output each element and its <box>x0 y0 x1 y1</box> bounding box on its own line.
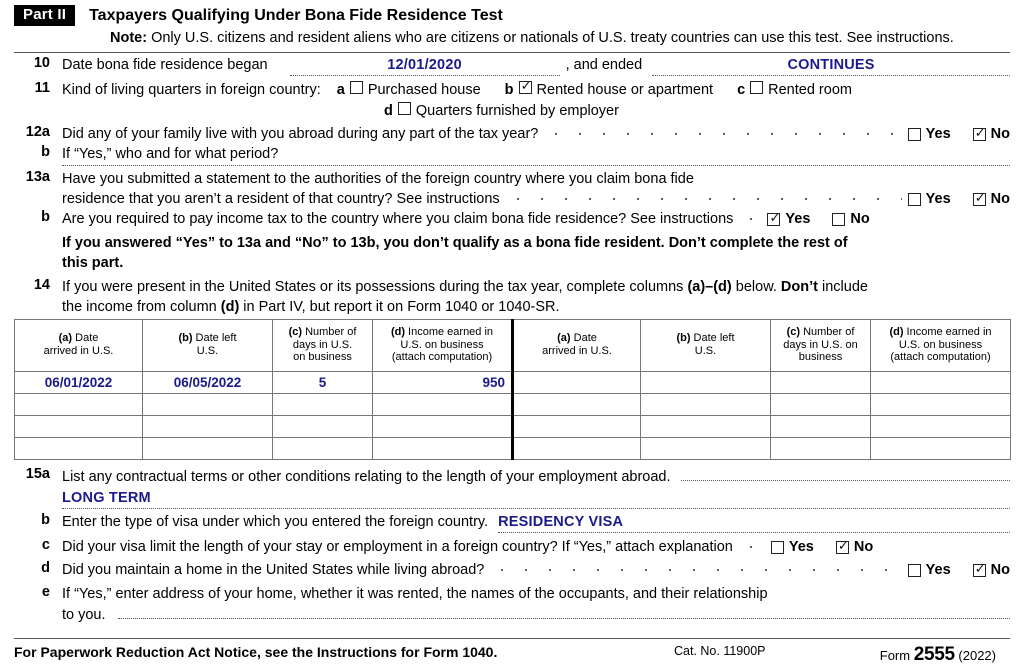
table-row <box>15 394 1011 416</box>
table-cell-lb[interactable] <box>143 416 273 438</box>
option-b-letter: b <box>504 82 514 98</box>
leader-dots <box>490 561 901 579</box>
leader-dots <box>739 210 761 228</box>
checkbox-yes[interactable] <box>908 564 921 577</box>
line-15c-answer[interactable] <box>771 539 873 555</box>
line-14-cols-ref: (a)–(d) <box>687 279 732 295</box>
table-cell-rd[interactable] <box>871 416 1011 438</box>
line-10 <box>14 55 1010 76</box>
note-label: Note: <box>110 30 148 46</box>
col-tag: (b) <box>178 332 193 345</box>
line-14-text-1c: below. <box>731 279 781 295</box>
line-10-ended-field[interactable] <box>652 56 1010 76</box>
checkbox-yes[interactable] <box>908 128 921 141</box>
line-13b-text: Are you required to pay income tax to the country where you claim bona fide residence? See instructions <box>62 211 734 227</box>
line-12b <box>14 144 1010 166</box>
footer-row <box>14 639 1010 665</box>
checkbox-no[interactable] <box>836 541 849 554</box>
form-word: Form <box>879 648 914 663</box>
presence-table <box>14 319 1011 460</box>
line-15b-number: b <box>41 512 50 528</box>
line-15b-input[interactable] <box>498 513 1010 533</box>
option-c-label: Rented room <box>768 82 852 98</box>
line-14-text-1 <box>62 277 1010 297</box>
yes-label: Yes <box>785 211 811 227</box>
table-cell-lc[interactable] <box>273 416 373 438</box>
checkbox-yes[interactable] <box>908 193 921 206</box>
line-12b-text: If “Yes,” who and for what period? <box>62 146 279 162</box>
col-tag: (c) <box>786 326 801 339</box>
line-11-option-c[interactable] <box>737 80 852 100</box>
table-cell-rc[interactable] <box>771 372 871 394</box>
form-identifier <box>880 644 996 666</box>
line-14-text-1a: If you were present in the United States or its possessions during the tax year, complete columns <box>62 279 688 295</box>
leader-dots <box>506 190 902 208</box>
checkbox-no[interactable] <box>973 564 986 577</box>
checkbox-yes[interactable] <box>767 213 780 226</box>
table-cell-ra[interactable] <box>513 394 641 416</box>
line-11 <box>14 80 1010 121</box>
checkbox-no[interactable] <box>973 128 986 141</box>
line-12a-answer[interactable] <box>908 126 1010 142</box>
table-cell-lb[interactable] <box>143 394 273 416</box>
line-11-option-a[interactable] <box>337 80 481 100</box>
form-number: 2555 <box>913 644 955 665</box>
table-cell-lb[interactable] <box>143 438 273 460</box>
line-13a-text-1: Have you submitted a statement to the authorities of the foreign country where you claim bona fide <box>62 171 694 187</box>
note-text: Only U.S. citizens and resident aliens who are citizens or nationals of U.S. treaty countries can use this test. See instructions. <box>147 30 954 46</box>
col-tag: (a) <box>58 332 73 345</box>
line-15a-text: List any contractual terms or other conditions relating to the length of your employment abroad. <box>62 469 671 485</box>
table-row <box>15 438 1011 460</box>
line-13b-number: b <box>41 209 50 225</box>
no-label: No <box>853 539 874 555</box>
col-header-b-right <box>641 320 771 372</box>
line-15d-text: Did you maintain a home in the United States while living abroad? <box>62 562 485 578</box>
option-c-letter: c <box>737 82 746 98</box>
no-label: No <box>990 562 1010 578</box>
warning-text-2: this part. <box>62 255 124 271</box>
line-15e-number: e <box>41 584 50 600</box>
line-12a-text: Did any of your family live with you abroad during any part of the tax year? <box>62 126 539 142</box>
no-label: No <box>990 126 1010 142</box>
line-14-text-1e: include <box>817 279 868 295</box>
line-15a <box>14 466 1010 509</box>
checkbox-yes[interactable] <box>771 541 784 554</box>
col-text: Income earned in U.S. on business (attach computation) <box>391 326 494 364</box>
col-tag: (b) <box>676 332 691 345</box>
line-15e-text-1: If “Yes,” enter address of your home, whether it was rented, the names of the occupants, and their relationship <box>62 586 768 602</box>
leader-dots <box>544 125 901 143</box>
line-14-text-2a: the income from column <box>62 299 221 315</box>
checkbox-no[interactable] <box>832 213 845 226</box>
page-title: Taxpayers Qualifying Under Bona Fide Residence Test <box>89 7 503 24</box>
table-cell-ld[interactable] <box>373 372 513 394</box>
col-header-b-left <box>143 320 273 372</box>
divider-top <box>14 52 1010 53</box>
yes-label: Yes <box>925 562 951 578</box>
line-15a-input-tail[interactable] <box>681 466 1010 481</box>
cell-value: 5 <box>318 375 327 390</box>
col-text: Number of days in U.S. on business <box>783 326 858 364</box>
catalog-number: Cat. No. 11900P <box>674 644 766 658</box>
checkbox-rented-room[interactable] <box>750 81 763 94</box>
line-10-began-value: 12/01/2020 <box>387 57 462 73</box>
option-d-letter: d <box>384 103 393 119</box>
checkbox-rented-house[interactable] <box>519 81 532 94</box>
col-tag: (c) <box>288 326 303 339</box>
table-cell-rb[interactable] <box>641 438 771 460</box>
yes-label: Yes <box>925 126 951 142</box>
line-12a-number: 12a <box>25 124 50 140</box>
line-13a-answer[interactable] <box>908 191 1010 207</box>
table-cell-ra[interactable] <box>513 438 641 460</box>
col-text: Date arrived in U.S. <box>542 332 612 357</box>
table-cell-rb[interactable] <box>641 372 771 394</box>
line-10-ended-value: CONTINUES <box>787 57 875 73</box>
table-body <box>15 372 1011 460</box>
table-cell-rc[interactable] <box>771 394 871 416</box>
table-cell-ld[interactable] <box>373 438 513 460</box>
part-note <box>110 29 1010 48</box>
line-15b-text: Enter the type of visa under which you entered the foreign country. <box>62 514 489 530</box>
col-text: Number of days in U.S. on business <box>292 326 357 364</box>
checkbox-quarters-employer[interactable] <box>398 102 411 115</box>
table-cell-rd[interactable] <box>871 372 1011 394</box>
col-header-d-right <box>871 320 1011 372</box>
table-cell-lc[interactable] <box>273 438 373 460</box>
col-header-d-left <box>373 320 513 372</box>
line-11-option-d[interactable] <box>384 101 619 121</box>
no-label: No <box>850 211 870 227</box>
paperwork-notice: For Paperwork Reduction Act Notice, see the Instructions for Form 1040. <box>14 644 498 660</box>
line-15e <box>14 584 1010 625</box>
table-cell-la[interactable] <box>15 438 143 460</box>
line-14 <box>14 277 1010 317</box>
line-12a <box>14 124 1010 144</box>
option-b-label: Rented house or apartment <box>536 82 714 98</box>
table-cell-rb[interactable] <box>641 416 771 438</box>
line-13a-text-2: residence that you aren’t a resident of that country? See instructions <box>62 191 500 207</box>
line-10-began-field[interactable] <box>290 56 560 76</box>
yes-label: Yes <box>788 539 814 555</box>
line-14-number: 14 <box>33 277 50 293</box>
line-14-col-d-ref: (d) <box>220 299 240 315</box>
col-tag: (d) <box>889 326 904 339</box>
option-d-label: Quarters furnished by employer <box>415 103 619 119</box>
table-header-row <box>15 320 1011 372</box>
no-label: No <box>990 191 1010 207</box>
table-cell-la[interactable] <box>15 416 143 438</box>
col-header-a-right <box>513 320 641 372</box>
line-15b-value: RESIDENCY VISA <box>498 514 624 530</box>
table-row <box>15 416 1011 438</box>
line-15c-number: c <box>41 537 50 553</box>
line-15d-answer[interactable] <box>908 562 1010 578</box>
line-15a-input[interactable] <box>62 489 1010 509</box>
cell-value: 950 <box>482 375 505 390</box>
col-text: Date left U.S. <box>192 332 237 357</box>
part-header <box>14 0 1010 26</box>
table-cell-rd[interactable] <box>871 394 1011 416</box>
line-15e-text-2: to you. <box>62 607 106 623</box>
table-cell-rc[interactable] <box>771 438 871 460</box>
line-15c-text: Did your visa limit the length of your stay or employment in a foreign country? If “Yes,” attach explanation <box>62 539 733 555</box>
table-cell-ra[interactable] <box>513 416 641 438</box>
table-cell-la[interactable] <box>15 372 143 394</box>
col-tag: (d) <box>390 326 405 339</box>
table-cell-lb[interactable] <box>143 372 273 394</box>
cell-value: 06/01/2022 <box>44 375 113 390</box>
warning-text-1: If you answered “Yes” to 13a and “No” to 13b, you don’t qualify as a bona fide resident. Don’t complete the rest of <box>62 235 848 251</box>
line-11-text: Kind of living quarters in foreign country: <box>62 82 321 98</box>
yes-label: Yes <box>925 191 951 207</box>
line-12b-number: b <box>41 144 50 160</box>
line-15a-value: LONG TERM <box>62 490 151 506</box>
line-11-number: 11 <box>34 80 50 96</box>
table-cell-lc[interactable] <box>273 372 373 394</box>
line-13a <box>14 169 1010 209</box>
checkbox-no[interactable] <box>973 193 986 206</box>
col-text: Date left U.S. <box>690 332 735 357</box>
line-15d-number: d <box>41 560 50 576</box>
line-10-middle-text: , and ended <box>565 57 643 73</box>
line-15c <box>14 537 1010 557</box>
line-15a-number: 15a <box>25 466 50 482</box>
table-cell-ra[interactable] <box>513 372 641 394</box>
leader-dots <box>739 538 765 556</box>
table-cell-ld[interactable] <box>373 416 513 438</box>
checkbox-purchased-house[interactable] <box>350 81 363 94</box>
form-year: (2022) <box>954 648 996 663</box>
table-cell-ld[interactable] <box>373 394 513 416</box>
line-11-option-b[interactable] <box>505 80 713 100</box>
line-13b-answer[interactable] <box>767 211 869 227</box>
line-10-number: 10 <box>33 55 50 71</box>
col-text: Income earned in U.S. on business (attach computation) <box>890 326 992 364</box>
cell-value: 06/05/2022 <box>173 375 242 390</box>
col-text: Date arrived in U.S. <box>43 332 114 357</box>
table-cell-la[interactable] <box>15 394 143 416</box>
col-header-c-left <box>273 320 373 372</box>
option-a-label: Purchased house <box>367 82 481 98</box>
col-header-c-right <box>771 320 871 372</box>
line-15b <box>14 512 1010 533</box>
line-14-dont: Don’t <box>780 279 818 295</box>
line-15e-input[interactable] <box>118 604 1010 619</box>
line-15d <box>14 560 1010 580</box>
line-12b-input[interactable] <box>62 165 1010 166</box>
table-cell-rb[interactable] <box>641 394 771 416</box>
part-label: Part II <box>14 5 75 26</box>
option-a-letter: a <box>336 82 345 98</box>
line-13-warning <box>14 233 1010 273</box>
table-cell-lc[interactable] <box>273 394 373 416</box>
table-row <box>15 372 1011 394</box>
line-14-text-2 <box>62 297 1010 317</box>
table-cell-rd[interactable] <box>871 438 1011 460</box>
table-cell-rc[interactable] <box>771 416 871 438</box>
line-10-text: Date bona fide residence began <box>62 57 268 73</box>
col-tag: (a) <box>557 332 571 345</box>
form-footer <box>14 632 1010 665</box>
line-14-text-2c: in Part IV, but report it on Form 1040 or 1040-SR. <box>239 299 560 315</box>
line-13b <box>14 209 1010 229</box>
line-13a-number: 13a <box>25 169 50 185</box>
col-header-a-left <box>15 320 143 372</box>
